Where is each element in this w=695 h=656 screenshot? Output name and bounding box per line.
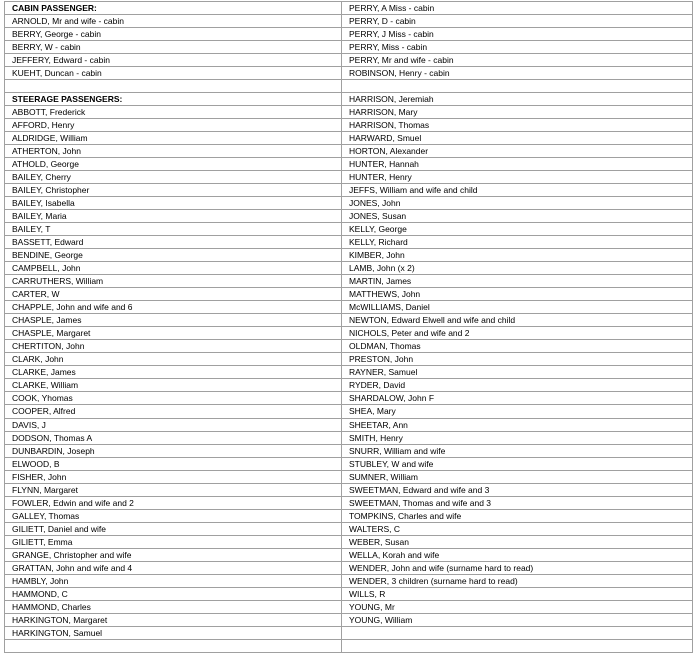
table-row — [5, 54, 693, 67]
passenger-name-cell: KUEHT, Duncan - cabin — [5, 67, 342, 80]
table-row — [5, 522, 693, 535]
table-row — [5, 613, 693, 626]
passenger-name-cell: BAILEY, Cherry — [5, 171, 342, 184]
table-row — [5, 405, 693, 418]
table-row — [5, 587, 693, 600]
passenger-name-cell: HAMMOND, Charles — [5, 600, 342, 613]
passenger-name-cell: ARNOLD, Mr and wife - cabin — [5, 15, 342, 28]
cabin-section-heading: CABIN PASSENGER: — [5, 2, 342, 15]
passenger-name-cell: ATHOLD, George — [5, 158, 342, 171]
empty-cell — [5, 639, 342, 652]
passenger-name-cell: SHEETAR, Ann — [342, 418, 693, 431]
passenger-name-cell: RYDER, David — [342, 379, 693, 392]
passenger-name-cell: BAILEY, Christopher — [5, 184, 342, 197]
passenger-name-cell: TOMPKINS, Charles and wife — [342, 509, 693, 522]
passenger-name-cell: HARRISON, Thomas — [342, 119, 693, 132]
passenger-name-cell: SMITH, Henry — [342, 431, 693, 444]
table-row — [5, 288, 693, 301]
passenger-name-cell: ELWOOD, B — [5, 457, 342, 470]
empty-cell — [342, 80, 693, 93]
passenger-name-cell: DUNBARDIN, Joseph — [5, 444, 342, 457]
table-row — [5, 457, 693, 470]
passenger-name-cell: BERRY, W - cabin — [5, 41, 342, 54]
table-row — [5, 496, 693, 509]
table-row — [5, 171, 693, 184]
passenger-name-cell: CLARKE, William — [5, 379, 342, 392]
passenger-name-cell: PERRY, J Miss - cabin — [342, 28, 693, 41]
passenger-name-cell: BERRY, George - cabin — [5, 28, 342, 41]
table-row — [5, 470, 693, 483]
passenger-name-cell: WILLS, R — [342, 587, 693, 600]
passenger-name-cell: CLARKE, James — [5, 366, 342, 379]
passenger-name-cell: STUBLEY, W and wife — [342, 457, 693, 470]
passenger-name-cell: CHASPLE, Margaret — [5, 327, 342, 340]
passenger-name-cell: NEWTON, Edward Elwell and wife and child — [342, 314, 693, 327]
passenger-name-cell: PERRY, Mr and wife - cabin — [342, 54, 693, 67]
passenger-name-cell: ROBINSON, Henry - cabin — [342, 67, 693, 80]
table-row — [5, 158, 693, 171]
table-row — [5, 145, 693, 158]
trailing-empty-row — [5, 639, 693, 652]
passenger-name-cell: NICHOLS, Peter and wife and 2 — [342, 327, 693, 340]
passenger-name-cell: LAMB, John (x 2) — [342, 262, 693, 275]
table-row — [5, 28, 693, 41]
passenger-name-cell: WEBER, Susan — [342, 535, 693, 548]
passenger-name-cell: CARRUTHERS, William — [5, 275, 342, 288]
passenger-name-cell: FISHER, John — [5, 470, 342, 483]
passenger-name-cell: KELLY, Richard — [342, 236, 693, 249]
passenger-name-cell: HORTON, Alexander — [342, 145, 693, 158]
passenger-name-cell: YOUNG, William — [342, 613, 693, 626]
passenger-name-cell: OLDMAN, Thomas — [342, 340, 693, 353]
passenger-name-cell: HUNTER, Henry — [342, 171, 693, 184]
table-row — [5, 41, 693, 54]
passenger-name-cell: HARRISON, Mary — [342, 106, 693, 119]
passenger-name-cell: HARKINGTON, Margaret — [5, 613, 342, 626]
empty-cell — [5, 80, 342, 93]
passenger-name-cell: PERRY, Miss - cabin — [342, 41, 693, 54]
table-row — [5, 535, 693, 548]
steerage-section-heading: STEERAGE PASSENGERS: — [5, 93, 342, 106]
table-row — [5, 379, 693, 392]
passenger-name-cell: GRATTAN, John and wife and 4 — [5, 561, 342, 574]
table-row — [5, 366, 693, 379]
table-row — [5, 275, 693, 288]
table-row — [5, 67, 693, 80]
passenger-name-cell: SUMNER, William — [342, 470, 693, 483]
table-row — [5, 431, 693, 444]
table-row — [5, 106, 693, 119]
passenger-name-cell: SWEETMAN, Edward and wife and 3 — [342, 483, 693, 496]
table-row — [5, 340, 693, 353]
passenger-name-cell: KELLY, George — [342, 223, 693, 236]
table-row — [5, 561, 693, 574]
passenger-name-cell: PERRY, D - cabin — [342, 15, 693, 28]
table-row — [5, 418, 693, 431]
table-row — [5, 392, 693, 405]
table-row — [5, 509, 693, 522]
passenger-name-cell: FOWLER, Edwin and wife and 2 — [5, 496, 342, 509]
passenger-name-cell: WENDER, 3 children (surname hard to read) — [342, 574, 693, 587]
passenger-name-cell: WELLA, Korah and wife — [342, 548, 693, 561]
passenger-name-cell: SHEA, Mary — [342, 405, 693, 418]
passenger-name-cell: SWEETMAN, Thomas and wife and 3 — [342, 496, 693, 509]
passenger-name-cell: COOPER, Alfred — [5, 405, 342, 418]
passenger-name-cell: MATTHEWS, John — [342, 288, 693, 301]
table-row — [5, 15, 693, 28]
table-row — [5, 600, 693, 613]
passenger-name-cell: JONES, John — [342, 197, 693, 210]
table-row — [5, 210, 693, 223]
table-row — [5, 223, 693, 236]
passenger-name-cell: GRANGE, Christopher and wife — [5, 548, 342, 561]
passenger-name-cell: HARRISON, Jeremiah — [342, 93, 693, 106]
table-row — [5, 132, 693, 145]
passenger-name-cell: MARTIN, James — [342, 275, 693, 288]
passenger-name-cell: AFFORD, Henry — [5, 119, 342, 132]
table-row — [5, 2, 693, 15]
table-row — [5, 184, 693, 197]
table-row — [5, 197, 693, 210]
table-row — [5, 236, 693, 249]
passenger-name-cell: McWILLIAMS, Daniel — [342, 301, 693, 314]
passenger-name-cell: HARWARD, Smuel — [342, 132, 693, 145]
section-spacer-row — [5, 80, 693, 93]
passenger-name-cell: HAMBLY, John — [5, 574, 342, 587]
passenger-name-cell: YOUNG, Mr — [342, 600, 693, 613]
table-row — [5, 353, 693, 366]
table-row — [5, 327, 693, 340]
table-row — [5, 548, 693, 561]
passenger-name-cell: JEFFERY, Edward - cabin — [5, 54, 342, 67]
passenger-name-cell: SHARDALOW, John F — [342, 392, 693, 405]
passenger-name-cell: BAILEY, T — [5, 223, 342, 236]
passenger-name-cell: GALLEY, Thomas — [5, 509, 342, 522]
passenger-name-cell: WALTERS, C — [342, 522, 693, 535]
passenger-name-cell: RAYNER, Samuel — [342, 366, 693, 379]
table-row — [5, 93, 693, 106]
passenger-name-cell: CHAPPLE, John and wife and 6 — [5, 301, 342, 314]
passenger-name-cell: DAVIS, J — [5, 418, 342, 431]
passenger-name-cell: CAMPBELL, John — [5, 262, 342, 275]
passenger-name-cell: ABBOTT, Frederick — [5, 106, 342, 119]
passenger-name-cell — [342, 626, 693, 639]
passenger-list-body — [5, 2, 693, 653]
passenger-name-cell: JONES, Susan — [342, 210, 693, 223]
passenger-name-cell: BASSETT, Edward — [5, 236, 342, 249]
passenger-list-table — [4, 1, 693, 653]
table-row — [5, 483, 693, 496]
passenger-name-cell: ATHERTON, John — [5, 145, 342, 158]
passenger-name-cell: WENDER, John and wife (surname hard to read) — [342, 561, 693, 574]
passenger-name-cell: CLARK, John — [5, 353, 342, 366]
passenger-name-cell: CARTER, W — [5, 288, 342, 301]
table-row — [5, 444, 693, 457]
passenger-name-cell: GILIETT, Emma — [5, 535, 342, 548]
passenger-name-cell: SNURR, William and wife — [342, 444, 693, 457]
table-row — [5, 119, 693, 132]
passenger-name-cell: CHERTITON, John — [5, 340, 342, 353]
passenger-name-cell: GILIETT, Daniel and wife — [5, 522, 342, 535]
passenger-name-cell: DODSON, Thomas A — [5, 431, 342, 444]
table-row — [5, 314, 693, 327]
table-row — [5, 301, 693, 314]
passenger-name-cell: COOK, Yhomas — [5, 392, 342, 405]
table-row — [5, 249, 693, 262]
passenger-name-cell: PERRY, A Miss - cabin — [342, 2, 693, 15]
passenger-name-cell: KIMBER, John — [342, 249, 693, 262]
table-row — [5, 262, 693, 275]
passenger-name-cell: BAILEY, Maria — [5, 210, 342, 223]
passenger-name-cell: ALDRIDGE, William — [5, 132, 342, 145]
passenger-name-cell: PRESTON, John — [342, 353, 693, 366]
passenger-name-cell: HUNTER, Hannah — [342, 158, 693, 171]
empty-cell — [342, 639, 693, 652]
passenger-name-cell: CHASPLE, James — [5, 314, 342, 327]
passenger-name-cell: BENDINE, George — [5, 249, 342, 262]
passenger-name-cell: BAILEY, Isabella — [5, 197, 342, 210]
passenger-name-cell: FLYNN, Margaret — [5, 483, 342, 496]
passenger-name-cell: HARKINGTON, Samuel — [5, 626, 342, 639]
table-row — [5, 574, 693, 587]
table-row — [5, 626, 693, 639]
passenger-name-cell: JEFFS, William and wife and child — [342, 184, 693, 197]
passenger-name-cell: HAMMOND, C — [5, 587, 342, 600]
